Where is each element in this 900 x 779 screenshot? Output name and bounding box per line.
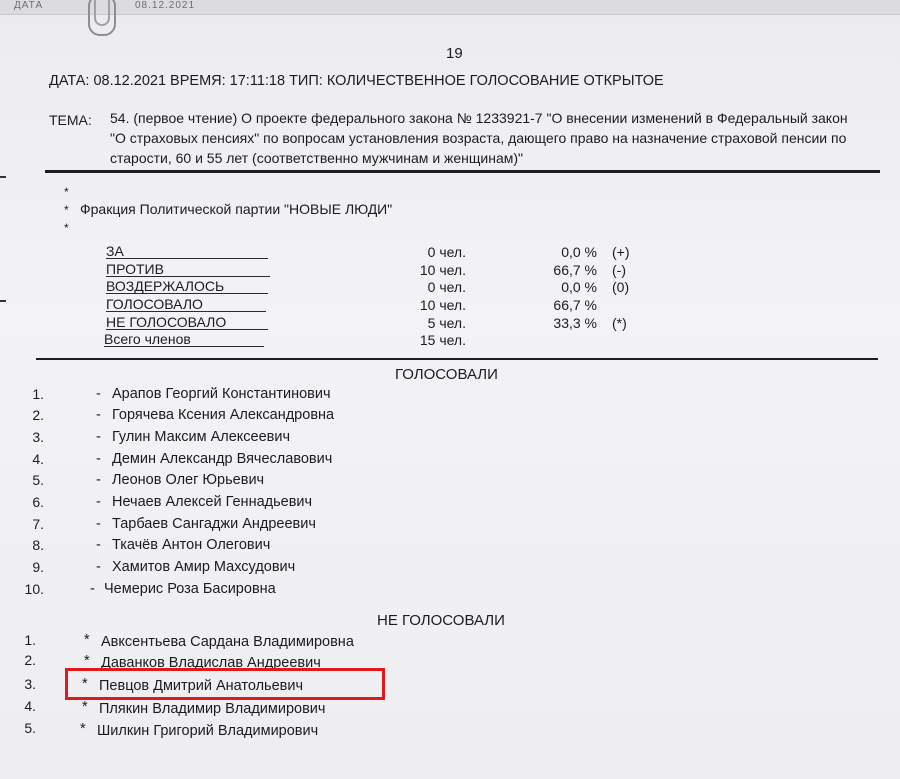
- stat-count: 0 чел.: [427, 244, 466, 260]
- row-mark: -: [96, 429, 101, 445]
- row-number: 2.: [24, 652, 36, 668]
- margin-mark: [0, 176, 6, 178]
- stat-count: 5 чел.: [427, 315, 466, 331]
- topic-text: 54. (первое чтение) О проекте федерального закона № 1233921-7 "О внесении изменений в Федеральный закон "О страховых пенсиях" по вопросам установления возраста, дающего право на назначение страховой пенсии по старости, 60 и 55 лет (соответственно мужчинам и женщинам)": [110, 110, 848, 166]
- bullet-star: *: [64, 185, 69, 199]
- row-mark: -: [96, 386, 101, 402]
- stat-percent: 66,7 %: [553, 297, 597, 313]
- row-number: 7.: [32, 516, 44, 532]
- row-number: 8.: [32, 537, 44, 553]
- stat-mark: (+): [612, 244, 630, 260]
- row-number: 2.: [32, 407, 44, 423]
- divider: [36, 358, 878, 360]
- stat-count: 10 чел.: [419, 262, 466, 278]
- paper-clip-inner-icon: [94, 0, 110, 26]
- row-number: 5.: [24, 720, 36, 736]
- row-mark: *: [82, 676, 88, 692]
- row-mark: -: [96, 537, 101, 553]
- stat-percent: 33,3 %: [553, 315, 597, 331]
- stat-percent: 66,7 %: [553, 262, 597, 278]
- row-number: 3.: [24, 676, 36, 692]
- page-number: 19: [446, 45, 463, 62]
- deputy-name: Гулин Максим Алексеевич: [112, 429, 291, 445]
- row-mark: -: [90, 581, 95, 597]
- stat-label: ПРОТИВ: [106, 262, 270, 277]
- deputy-name: Леонов Олег Юрьевич: [112, 472, 265, 488]
- voted-section-title: ГОЛОСОВАЛИ: [395, 366, 498, 383]
- stat-label: Всего членов: [104, 332, 264, 347]
- margin-mark: [0, 300, 6, 302]
- not-voted-section-title: НЕ ГОЛОСОВАЛИ: [377, 612, 505, 629]
- stat-label: ЗА: [106, 244, 268, 259]
- deputy-name: Ткачёв Антон Олегович: [112, 537, 271, 553]
- deputy-name: Хамитов Амир Махсудович: [112, 559, 296, 575]
- stat-label: ВОЗДЕРЖАЛОСЬ: [106, 279, 268, 294]
- row-number: 1.: [24, 632, 36, 648]
- deputy-name: Горячева Ксения Александровна: [112, 407, 335, 423]
- stat-mark: (0): [612, 279, 630, 295]
- row-mark: *: [80, 721, 86, 737]
- deputy-name: Даванков Владислав Андреевич: [101, 655, 321, 671]
- row-mark: -: [96, 451, 101, 467]
- bullet-star: *: [64, 203, 69, 217]
- thick-divider: [45, 170, 880, 173]
- row-mark: -: [96, 559, 101, 575]
- deputy-name: Шилкин Григорий Владимирович: [97, 723, 319, 739]
- row-mark: -: [96, 494, 101, 510]
- faction-name: Фракция Политической партии "НОВЫЕ ЛЮДИ": [80, 201, 393, 217]
- row-mark: *: [82, 699, 88, 715]
- deputy-name: Нечаев Алексей Геннадьевич: [112, 494, 313, 510]
- deputy-name: Плякин Владимир Владимирович: [99, 701, 326, 717]
- ghost-date-label: ДАТА: [14, 0, 44, 11]
- ghost-date-value: 08.12.2021: [135, 0, 196, 11]
- highlight-box: [65, 668, 385, 700]
- deputy-name: Чемерис Роза Басировна: [104, 581, 276, 597]
- stat-count: 15 чел.: [419, 332, 466, 348]
- deputy-name: Певцов Дмитрий Анатольевич: [99, 678, 304, 694]
- row-number: 3.: [32, 429, 44, 445]
- bullet-star: *: [64, 221, 69, 235]
- row-mark: *: [84, 653, 90, 669]
- stat-mark: (*): [612, 315, 627, 331]
- row-number: 6.: [32, 494, 44, 510]
- row-mark: -: [96, 472, 101, 488]
- stat-count: 0 чел.: [427, 279, 466, 295]
- row-number: 9.: [32, 559, 44, 575]
- row-number: 4.: [24, 698, 36, 714]
- row-mark: *: [84, 632, 90, 648]
- row-number: 4.: [32, 451, 44, 467]
- stat-label: НЕ ГОЛОСОВАЛО: [106, 315, 268, 330]
- row-number: 1.: [32, 386, 44, 402]
- row-mark: -: [96, 407, 101, 423]
- row-mark: -: [96, 516, 101, 532]
- vote-header: ДАТА: 08.12.2021 ВРЕМЯ: 17:11:18 ТИП: КОЛИЧЕСТВЕННОЕ ГОЛОСОВАНИЕ ОТКРЫТОЕ: [49, 73, 664, 89]
- row-number: 10.: [24, 581, 44, 597]
- deputy-name: Арапов Георгий Константинович: [112, 386, 331, 402]
- deputy-name: Авксентьева Сардана Владимировна: [101, 634, 354, 650]
- topic-label: ТЕМА:: [49, 112, 92, 128]
- stat-percent: 0,0 %: [561, 244, 597, 260]
- stat-count: 10 чел.: [419, 297, 466, 313]
- deputy-name: Тарбаев Сангаджи Андреевич: [112, 516, 316, 532]
- stat-label: ГОЛОСОВАЛО: [106, 297, 266, 312]
- deputy-name: Демин Александр Вячеславович: [112, 451, 333, 467]
- stat-percent: 0,0 %: [561, 279, 597, 295]
- stat-mark: (-): [612, 262, 626, 278]
- row-number: 5.: [32, 472, 44, 488]
